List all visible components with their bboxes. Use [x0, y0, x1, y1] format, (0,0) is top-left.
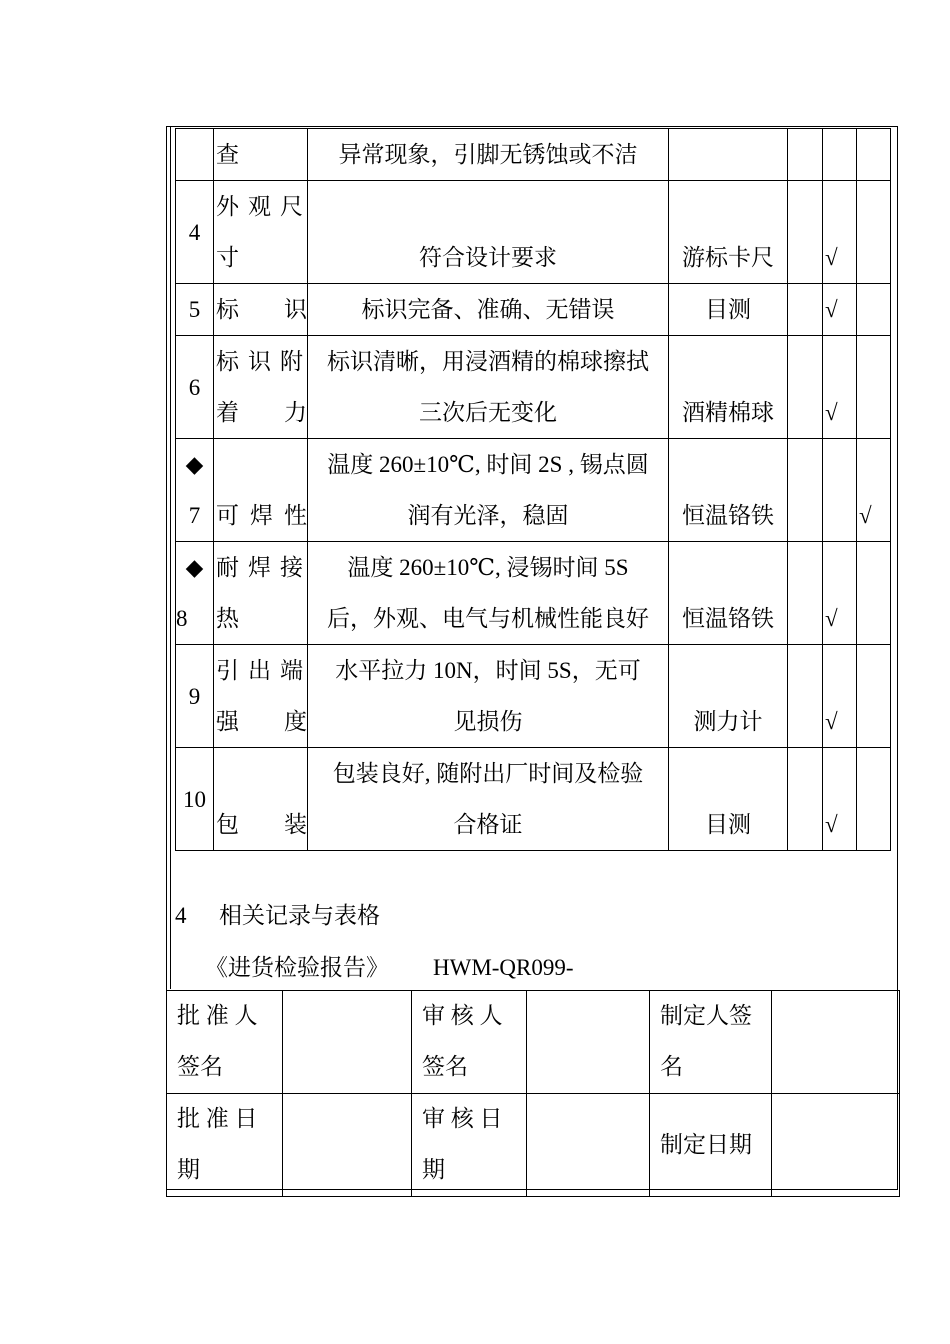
item-name: 标识附 着力 — [214, 336, 308, 439]
signoff-row — [167, 991, 900, 1094]
requirement: 温度 260±10℃, 时间 2S , 锡点圆 润有光泽，稳固 — [308, 439, 669, 542]
row-number: 5 — [176, 284, 214, 336]
row-number: 4 — [176, 181, 214, 284]
tool: 游标卡尺 — [669, 181, 788, 284]
table-row — [176, 645, 891, 748]
check-b — [857, 181, 891, 284]
check-blank — [788, 129, 823, 181]
item-name: 外观尺 寸 — [214, 181, 308, 284]
row-number: 9 — [176, 645, 214, 748]
check-a: √ — [823, 181, 857, 284]
table-row — [176, 181, 891, 284]
check-b — [857, 129, 891, 181]
check-a — [823, 129, 857, 181]
signoff-row — [167, 1094, 900, 1197]
section-heading — [175, 896, 380, 936]
table-row — [176, 748, 891, 851]
record-line — [205, 948, 574, 988]
check-b — [857, 748, 891, 851]
requirement: 符合设计要求 — [308, 181, 669, 284]
requirement: 包装良好, 随附出厂时间及检验 合格证 — [308, 748, 669, 851]
review-date-label: 审 核 日 期 — [412, 1094, 527, 1197]
check-a: √ — [823, 645, 857, 748]
reviewer-sign-field[interactable] — [527, 991, 650, 1094]
key-item-marker: ◆ — [185, 555, 204, 580]
review-date-field[interactable] — [527, 1094, 650, 1197]
table-row — [176, 542, 891, 645]
tool: 酒精棉球 — [669, 336, 788, 439]
maker-sign-field[interactable] — [772, 991, 900, 1094]
tool: 目测 — [669, 284, 788, 336]
table-row — [176, 336, 891, 439]
record-name: 《进货检验报告》 — [205, 955, 389, 980]
signoff-table — [166, 990, 900, 1197]
requirement: 异常现象，引脚无锈蚀或不洁 — [308, 129, 669, 181]
check-b — [857, 542, 891, 645]
item-name: 查 — [214, 129, 308, 181]
row-number: 10 — [176, 748, 214, 851]
tool: 目测 — [669, 748, 788, 851]
section-title: 相关记录与表格 — [219, 903, 380, 928]
tool — [669, 129, 788, 181]
row-number: ◆ 8 — [176, 542, 214, 645]
check-blank — [788, 336, 823, 439]
row-number: ◆ 7 — [176, 439, 214, 542]
key-item-marker: ◆ — [185, 452, 204, 477]
check-b: √ — [857, 439, 891, 542]
tool: 恒温铬铁 — [669, 542, 788, 645]
approve-date-field[interactable] — [283, 1094, 412, 1197]
item-name: 包装 — [214, 748, 308, 851]
table-row — [176, 129, 891, 181]
section-number: 4 — [175, 903, 187, 928]
reviewer-sign-label: 审 核 人 签名 — [412, 991, 527, 1094]
requirement: 标识完备、准确、无错误 — [308, 284, 669, 336]
requirement: 温度 260±10℃, 浸锡时间 5S 后，外观、电气与机械性能良好 — [308, 542, 669, 645]
approve-date-label: 批 准 日 期 — [167, 1094, 283, 1197]
check-blank — [788, 181, 823, 284]
check-b — [857, 336, 891, 439]
make-date-field[interactable] — [772, 1094, 900, 1197]
inspection-table — [175, 128, 891, 851]
check-b — [857, 284, 891, 336]
requirement: 水平拉力 10N，时间 5S，无可 见损伤 — [308, 645, 669, 748]
check-a: √ — [823, 284, 857, 336]
tool: 测力计 — [669, 645, 788, 748]
row-number: 6 — [176, 336, 214, 439]
check-a: √ — [823, 748, 857, 851]
row-number — [176, 129, 214, 181]
item-name: 可焊性 — [214, 439, 308, 542]
check-a — [823, 439, 857, 542]
make-date-label: 制定日期 — [650, 1094, 772, 1197]
check-a: √ — [823, 336, 857, 439]
tool: 恒温铬铁 — [669, 439, 788, 542]
check-blank — [788, 439, 823, 542]
requirement: 标识清晰，用浸酒精的棉球擦拭 三次后无变化 — [308, 336, 669, 439]
table-row — [176, 284, 891, 336]
item-name: 标识 — [214, 284, 308, 336]
approver-sign-label: 批 准 人 签名 — [167, 991, 283, 1094]
approver-sign-field[interactable] — [283, 991, 412, 1094]
item-name: 耐焊接 热 — [214, 542, 308, 645]
check-blank — [788, 645, 823, 748]
check-b — [857, 645, 891, 748]
check-blank — [788, 284, 823, 336]
frame-inner-line — [170, 126, 171, 989]
item-name: 引出端 强度 — [214, 645, 308, 748]
table-row — [176, 439, 891, 542]
maker-sign-label: 制定人签 名 — [650, 991, 772, 1094]
record-code: HWM-QR099- — [433, 955, 574, 980]
check-blank — [788, 748, 823, 851]
check-a: √ — [823, 542, 857, 645]
check-blank — [788, 542, 823, 645]
